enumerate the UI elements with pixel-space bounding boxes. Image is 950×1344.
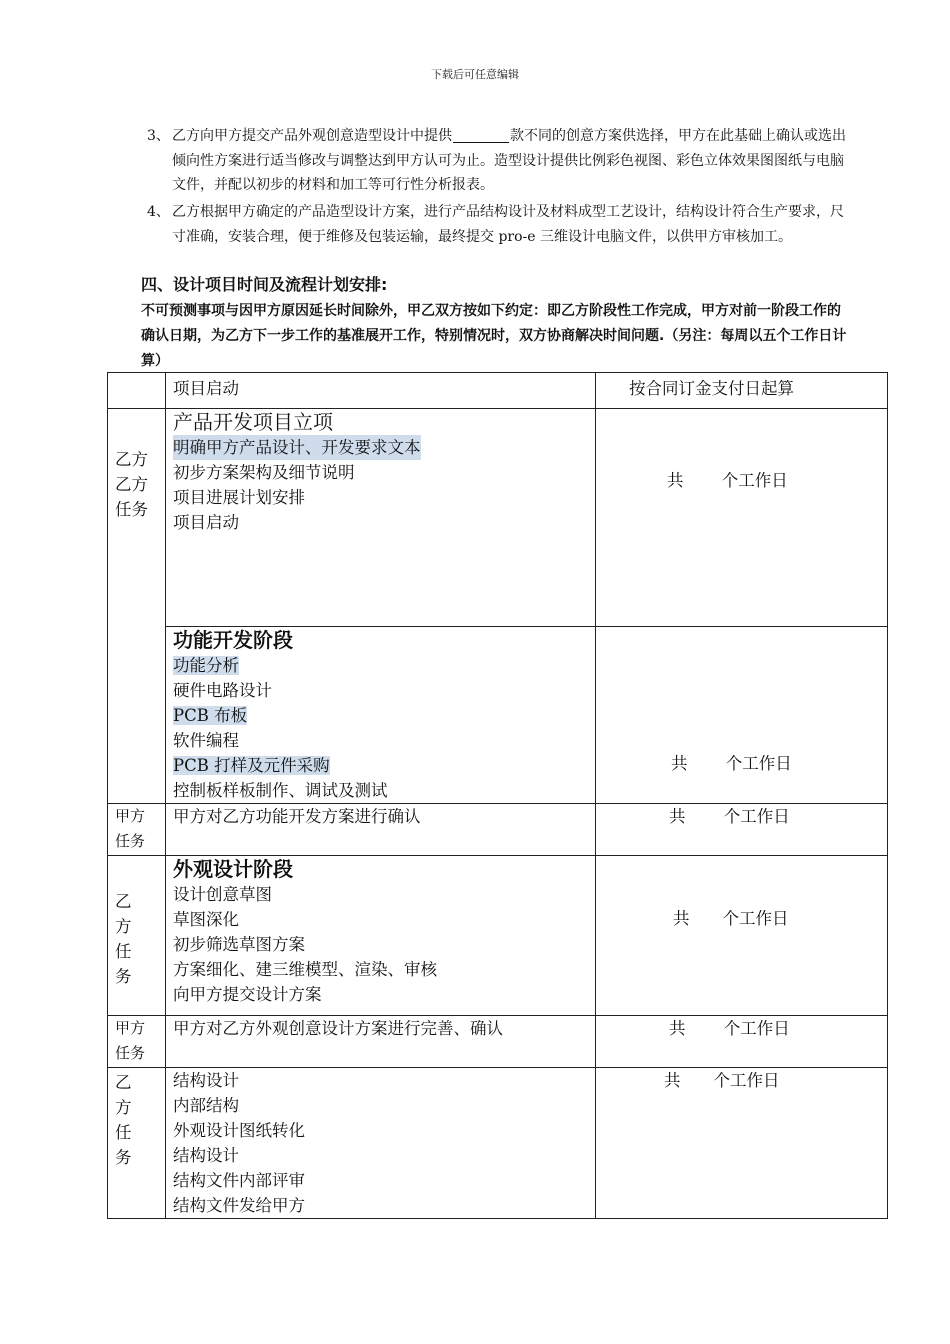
paragraph-3 [147, 124, 852, 198]
task-item: PCB 布板 [173, 706, 248, 725]
table-row [108, 1016, 888, 1068]
table-row [108, 1068, 888, 1219]
party-cell [108, 856, 166, 1016]
days-cell [596, 1016, 888, 1068]
task-item: 功能分析 [173, 656, 239, 675]
days-cell [596, 1068, 888, 1219]
party-label: 甲方任务 [115, 1019, 146, 1062]
paragraph-number: 4、 [147, 204, 170, 220]
days-cell [596, 856, 888, 1016]
task-item: 向甲方提交设计方案 [173, 985, 322, 1004]
page-header: 下载后可任意编辑 [431, 68, 519, 81]
party-cell [108, 1016, 166, 1068]
task-label: 项目启动 [173, 379, 239, 398]
task-cell [166, 409, 596, 627]
days-text: 共 个工作日 [669, 807, 790, 826]
task-cell [166, 627, 596, 804]
task-cell [166, 1068, 596, 1219]
party-label: 乙方乙方任务 [115, 450, 148, 519]
party-cell [108, 409, 166, 804]
task-item: 明确甲方产品设计、开发要求文本 [173, 435, 421, 460]
schedule-note: 不可预测事项与因甲方原因延长时间除外，甲乙双方按如下约定：即乙方阶段性工作完成，甲方对前一阶段工作的确认日期，为乙方下一步工作的基准展开工作，特别情况时，双方协商解决时间问题.（另注：每周以五个工作日计算） [141, 303, 847, 369]
task-item: 甲方对乙方功能开发方案进行确认 [173, 807, 421, 826]
days-text: 共 个工作日 [673, 909, 789, 928]
phase-title: 产品开发项目立项 [173, 410, 333, 434]
task-item: 草图深化 [173, 910, 239, 929]
task-cell [166, 804, 596, 856]
party-label: 乙方任务 [115, 892, 132, 986]
task-item: 结构文件内部评审 [173, 1171, 305, 1190]
days-cell [596, 804, 888, 856]
party-cell [108, 373, 166, 409]
schedule-table [107, 372, 888, 1219]
phase-title: 功能开发阶段 [173, 628, 293, 652]
days-cell [596, 373, 888, 409]
task-item: 内部结构 [173, 1096, 239, 1115]
task-cell [166, 1016, 596, 1068]
task-cell [166, 856, 596, 1016]
table-row [108, 409, 888, 627]
phase-title: 外观设计阶段 [173, 857, 293, 881]
task-item: 初步筛选草图方案 [173, 935, 305, 954]
party-cell [108, 1068, 166, 1219]
party-cell [108, 804, 166, 856]
party-label: 甲方任务 [115, 807, 146, 850]
start-note: 按合同订金支付日起算 [629, 379, 794, 398]
task-item: 设计创意草图 [173, 885, 272, 904]
paragraph-number: 3、 [147, 128, 170, 144]
days-text: 共 个工作日 [664, 1071, 780, 1090]
task-item: 结构文件发给甲方 [173, 1196, 305, 1215]
task-item: PCB 打样及元件采购 [173, 756, 330, 775]
paragraph-text: 乙方向甲方提交产品外观创意造型设计中提供 [172, 128, 452, 144]
task-item: 硬件电路设计 [173, 681, 272, 700]
task-item: 结构设计 [173, 1071, 239, 1090]
task-item: 外观设计图纸转化 [173, 1121, 305, 1140]
paragraph-text: 乙方根据甲方确定的产品造型设计方案，进行产品结构设计及材料成型工艺设计，结构设计符合生产要求，尺寸准确，安装合理，便于维修及包装运输，最终提交 pro-e 三维设计电脑文件，以供甲方审核加工。 [172, 204, 844, 245]
paragraph-text: 款不同的创意方案供选择，甲方在此基础上确认或选出倾向性方案进行适当修改与调整达到甲方认可为止。造型设计提供比例彩色视图、彩色立体效果图图纸与电脑文件，并配以初步的材料和加工等可行性分析报表。 [172, 128, 846, 193]
table-row [108, 856, 888, 1016]
task-item: 控制板样板制作、调试及测试 [173, 781, 388, 800]
days-text: 共 个工作日 [671, 754, 792, 773]
party-label: 乙方任务 [115, 1073, 132, 1167]
task-item: 甲方对乙方外观创意设计方案进行完善、确认 [173, 1019, 503, 1038]
task-item: 结构设计 [173, 1146, 239, 1165]
task-item: 方案细化、建三维模型、渲染、审核 [173, 960, 437, 979]
task-item: 初步方案架构及细节说明 [173, 463, 355, 482]
task-item: 项目进展计划安排 [173, 488, 305, 507]
days-text: 共 个工作日 [667, 471, 788, 490]
task-item: 软件编程 [173, 731, 239, 750]
days-cell [596, 627, 888, 804]
days-text: 共 个工作日 [669, 1019, 790, 1038]
task-item: 项目启动 [173, 513, 239, 532]
days-cell [596, 409, 888, 627]
fill-blank[interactable] [453, 128, 509, 143]
paragraph-4 [147, 200, 852, 249]
task-cell [166, 373, 596, 409]
section-heading: 四、设计项目时间及流程计划安排: [141, 275, 388, 294]
table-row [108, 373, 888, 409]
table-row [108, 804, 888, 856]
table-row [108, 627, 888, 804]
